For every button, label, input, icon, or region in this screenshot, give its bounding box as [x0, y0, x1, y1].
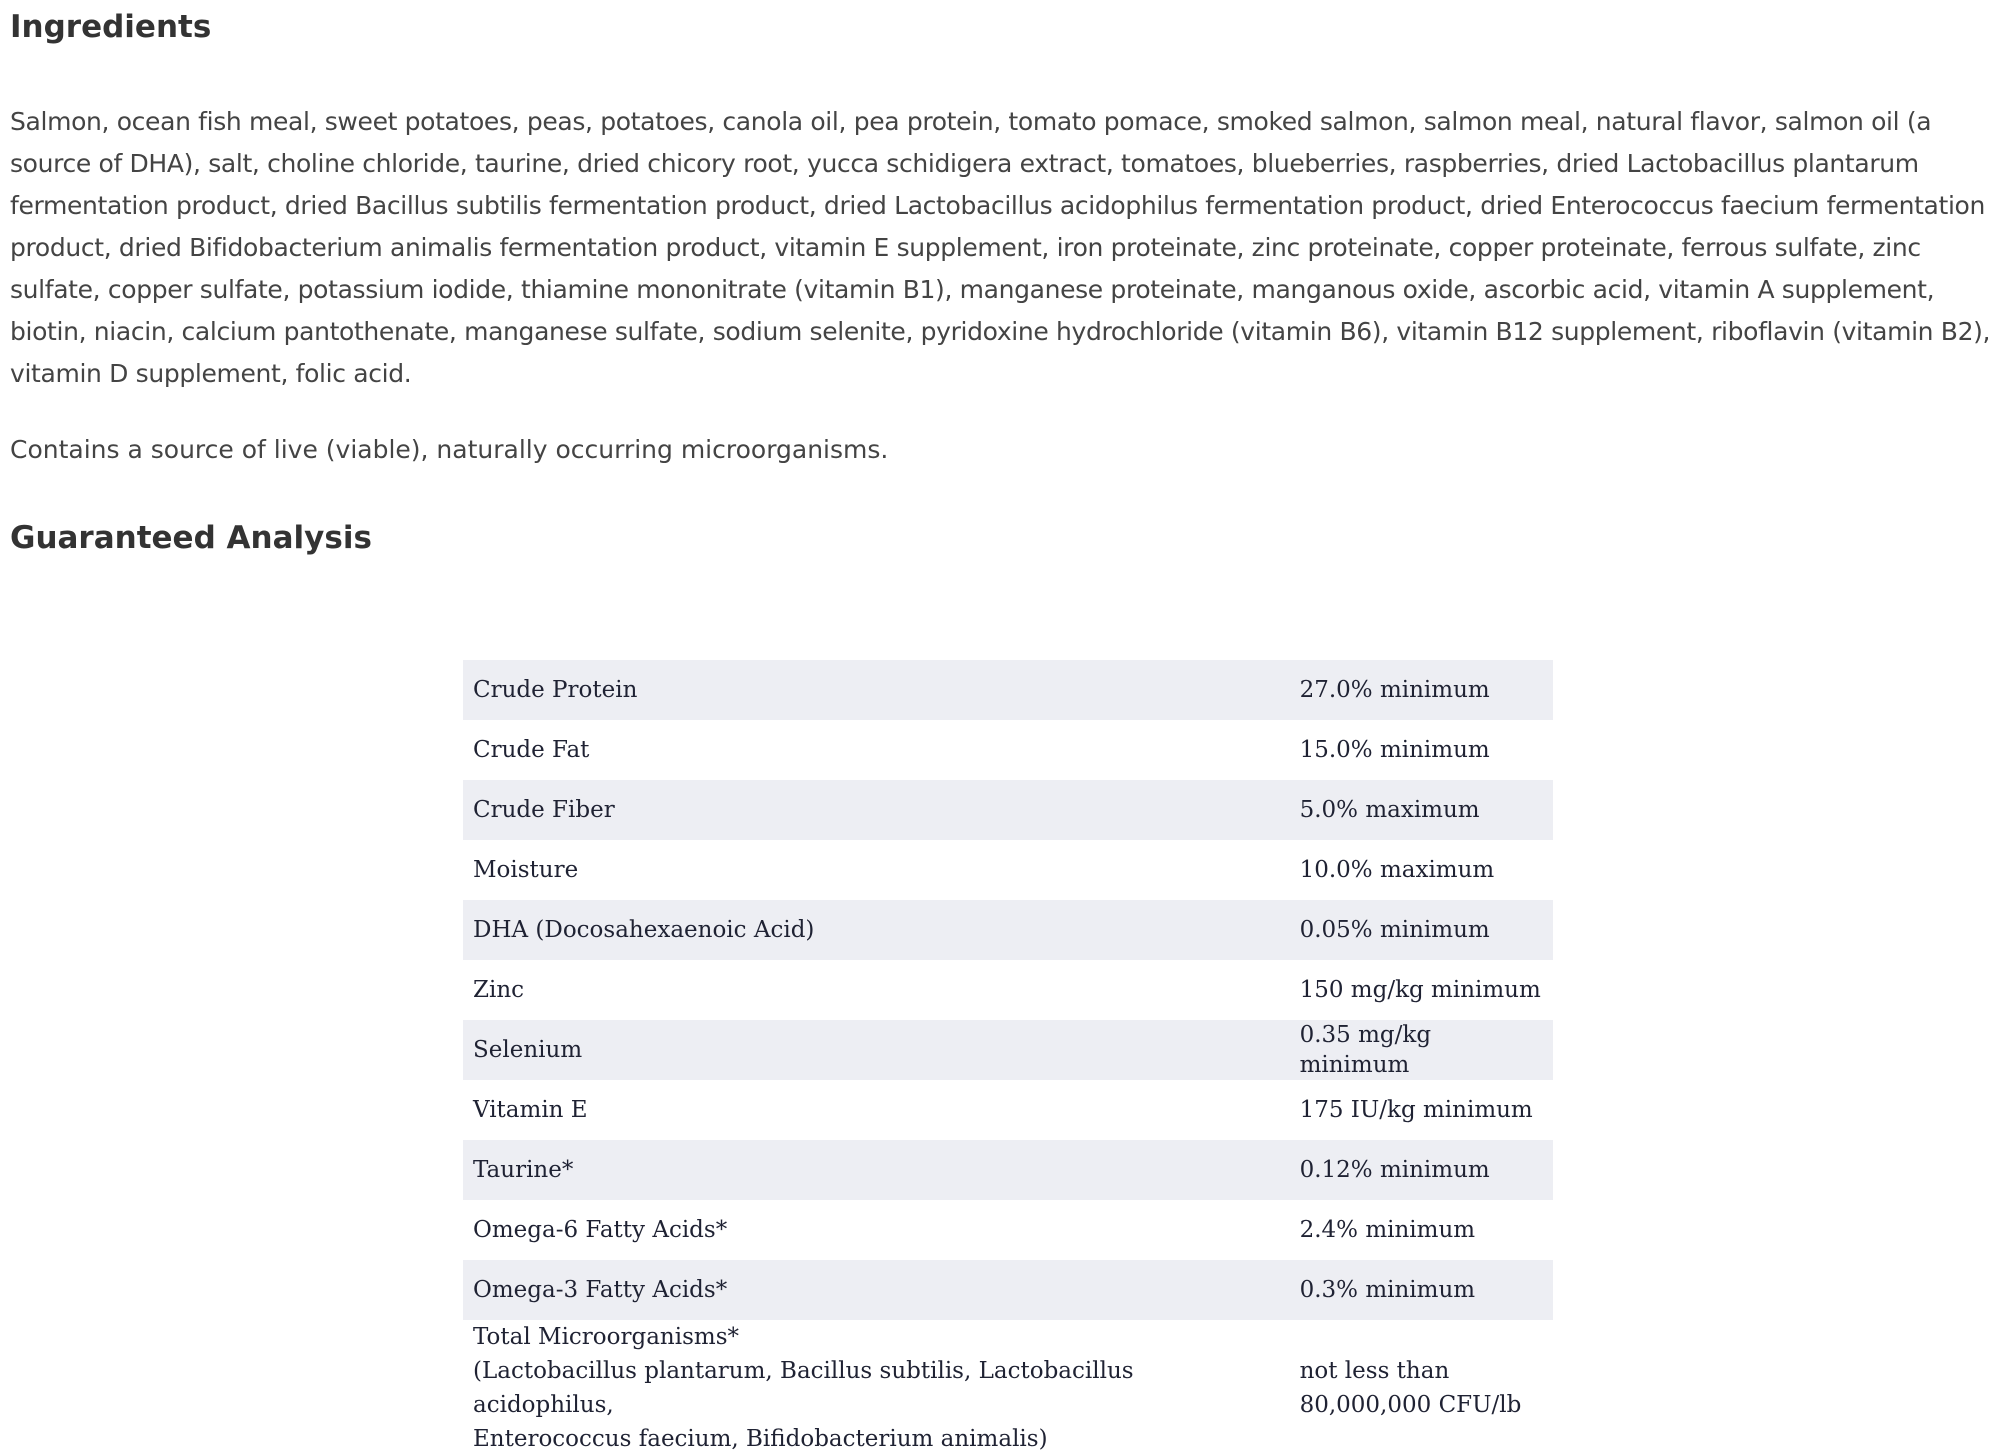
- table-row: [463, 1260, 1553, 1320]
- table-row: [463, 780, 1553, 840]
- nutrient-name: Omega-6 Fatty Acids*: [473, 1217, 728, 1243]
- microorganisms-value-line1: not less than: [1299, 1358, 1450, 1384]
- nutrient-name: Vitamin E: [473, 1097, 588, 1123]
- nutrient-value: 27.0% minimum: [1290, 660, 1553, 720]
- nutrient-value: 10.0% maximum: [1299, 857, 1495, 883]
- nutrient-name: Crude Fiber: [463, 780, 1290, 840]
- table-row: [463, 900, 1553, 960]
- nutrient-name: Crude Fat: [473, 737, 590, 763]
- guaranteed-analysis-heading: Guaranteed Analysis: [10, 520, 372, 556]
- nutrient-name: Moisture: [473, 857, 579, 883]
- table-row: [463, 1140, 1553, 1200]
- nutrient-value: 150 mg/kg minimum: [1299, 977, 1541, 1003]
- nutrient-value: 0.35 mg/kg minimum: [1290, 1020, 1553, 1080]
- nutrient-value: 2.4% minimum: [1299, 1217, 1476, 1243]
- microorganisms-note: Contains a source of live (viable), naturally occurring microorganisms.: [10, 435, 889, 464]
- table-row: [463, 840, 1553, 900]
- nutrient-name: Crude Protein: [463, 660, 1290, 720]
- nutrient-name: Taurine*: [463, 1140, 1290, 1200]
- nutrient-value: 5.0% maximum: [1290, 780, 1553, 840]
- microorganisms-detail-line1: (Lactobacillus plantarum, Bacillus subtilis, Lactobacillus acidophilus,: [473, 1358, 1134, 1418]
- nutrient-name: Omega-3 Fatty Acids*: [463, 1260, 1290, 1320]
- nutrient-value: 15.0% minimum: [1299, 737, 1490, 763]
- nutrient-name: DHA (Docosahexaenoic Acid): [463, 900, 1290, 960]
- table-row: [463, 1200, 1553, 1260]
- nutrient-value: 0.05% minimum: [1290, 900, 1553, 960]
- nutrient-value: 0.3% minimum: [1290, 1260, 1553, 1320]
- microorganisms-name: Total Microorganisms*: [473, 1324, 740, 1350]
- guaranteed-analysis-table: [463, 660, 1553, 1456]
- table-row: [463, 720, 1553, 780]
- table-row: [463, 960, 1553, 1020]
- table-row: [463, 660, 1553, 720]
- nutrient-name: Zinc: [473, 977, 525, 1003]
- ingredients-heading: Ingredients: [10, 9, 212, 45]
- nutrient-value: 0.12% minimum: [1290, 1140, 1553, 1200]
- ingredients-list: Salmon, ocean fish meal, sweet potatoes, peas, potatoes, canola oil, pea protein, tomato pomace, smoked salmon, salmon meal, natural flavor, salmon oil (a source of DHA), salt, choline chloride, taurine, dried chicory root, yucca schidigera extract, tomatoes, blueberries, raspberries, dried Lactobacillus plantarum fermentation product, dried Bacillus subtilis fermentation product, dried Lactobacillus acidophilus fermentation product, dried Enterococcus faecium fermentation product, dried Bifidobacterium animalis fermentation product, vitamin E supplement, iron proteinate, zinc proteinate, copper proteinate, ferrous sulfate, zinc sulfate, copper sulfate, potassium iodide, thiamine mononitrate (vitamin B1), manganese proteinate, manganous oxide, ascorbic acid, vitamin A supplement, biotin, niacin, calcium pantothenate, manganese sulfate, sodium selenite, pyridoxine hydrochloride (vitamin B6), vitamin B12 supplement, riboflavin (vitamin B2), vitamin D supplement, folic acid.: [10, 107, 1991, 388]
- table-row: [463, 1020, 1553, 1080]
- microorganisms-detail-line2: Enterococcus faecium, Bifidobacterium animalis): [473, 1426, 1048, 1452]
- product-details: [10, 0, 1990, 565]
- table-row: [463, 1080, 1553, 1140]
- nutrient-value: 175 IU/kg minimum: [1299, 1097, 1533, 1123]
- microorganisms-value-line2: 80,000,000 CFU/lb: [1299, 1392, 1522, 1418]
- nutrient-name: Selenium: [463, 1020, 1290, 1080]
